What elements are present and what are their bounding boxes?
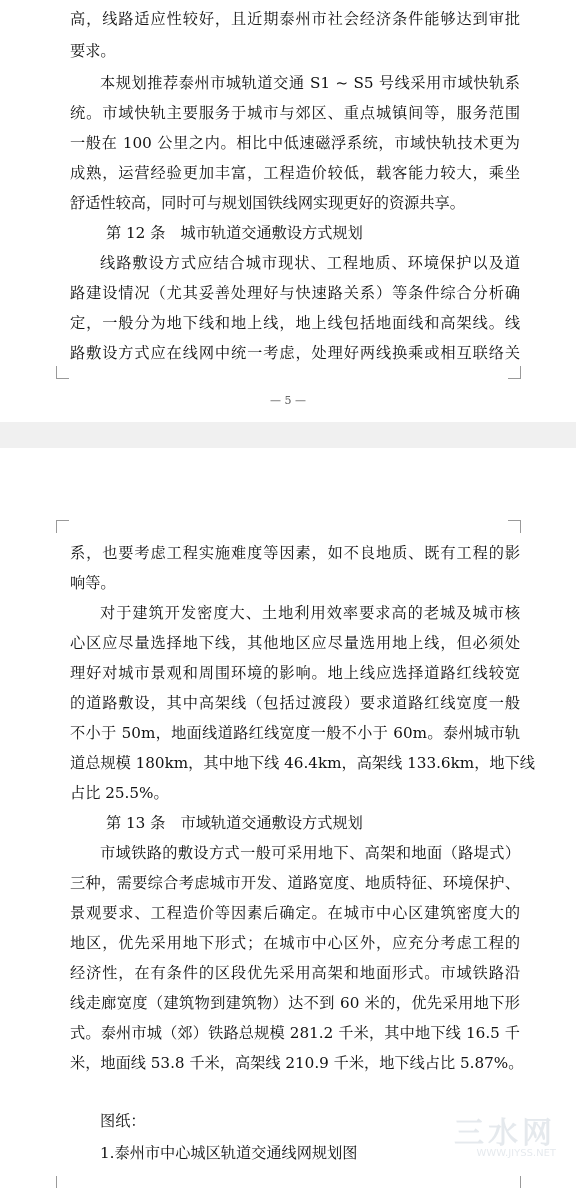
body-text-line: 定，一般分为地下线和地上线，地上线包括地面线和高架线。线 [70,314,520,332]
body-text-line: 占比 25.5%。 [70,784,169,802]
body-text-line: 舒适性较高，同时可与规划国铁线网实现更好的资源共享。 [70,194,465,212]
drawing-list-item: 1.泰州市中心城区轨道交通线网规划图 [100,1144,358,1162]
body-text-line: 三种，需要综合考虑城市开发、道路宽度、地质特征、环境保护、 [70,874,520,892]
page-corner-mark [56,366,69,379]
document-page-5 [0,0,576,422]
page-corner-mark [508,366,521,379]
body-text-line: 不小于 50m，地面线道路红线宽度一般不小于 60m。泰州城市轨 [70,724,520,742]
drawings-label: 图纸： [100,1112,146,1130]
body-text-line: 成熟，运营经验更加丰富，工程造价较低，载客能力较大，乘坐 [70,164,520,182]
page-corner-mark [508,520,521,533]
body-text-line: 响等。 [70,574,116,592]
page-corner-mark [508,1176,521,1188]
body-text-line: 地区，优先采用地下形式；在城市中心区外，应充分考虑工程的 [70,934,520,952]
body-text-line: 本规划推荐泰州市城轨道交通 S1 ~ S5 号线采用市域快轨系 [100,74,520,92]
section-heading: 第 12 条 城市轨道交通敷设方式规划 [106,224,363,242]
body-text-line: 式。泰州市城（郊）铁路总规模 281.2 千米，其中地下线 16.5 千 [70,1024,520,1042]
body-text-line: 一般在 100 公里之内。相比中低速磁浮系统，市域快轨技术更为 [70,134,520,152]
watermark-url: WWW.JIYSS.NET [476,1148,556,1159]
page-corner-mark [56,520,69,533]
watermark-logo [416,1108,556,1168]
page-corner-mark [56,1176,69,1188]
section-heading: 第 13 条 市域轨道交通敷设方式规划 [106,814,363,832]
body-text-line: 高，线路适应性较好，且近期泰州市社会经济条件能够达到审批 [70,10,520,28]
body-text-line: 经济性，在有条件的区段优先采用高架和地面形式。市域铁路沿 [70,964,520,982]
body-text-line: 统。市域快轨主要服务于城市与郊区、重点城镇间等，服务范围 [70,104,520,122]
body-text-line: 路建设情况（尤其妥善处理好与快速路关系）等条件综合分析确 [70,284,520,302]
body-text-line: 市域铁路的敷设方式一般可采用地下、高架和地面（路堤式） [100,844,520,862]
page-number: — 5 — [270,394,306,407]
body-text-line: 心区应尽量选择地下线，其他地区应尽量选用地上线，但必须处 [70,634,520,652]
body-text-line: 理好对城市景观和周围环境的影响。地上线应选择道路红线较宽 [70,664,520,682]
body-text-line: 对于建筑开发密度大、土地利用效率要求高的老城及城市核 [100,604,520,622]
body-text-line: 米，地面线 53.8 千米，高架线 210.9 千米，地下线占比 5.87%。 [70,1054,524,1072]
body-text-line: 道总规模 180km，其中地下线 46.4km，高架线 133.6km，地下线 [70,754,535,772]
body-text-line: 要求。 [70,42,116,60]
watermark-brand: 三水网 [454,1116,556,1151]
body-text-line: 景观要求、工程造价等因素后确定。在城市中心区建筑密度大的 [70,904,520,922]
body-text-line: 系，也要考虑工程实施难度等因素，如不良地质、既有工程的影 [70,544,520,562]
body-text-line: 路敷设方式应在线网中统一考虑，处理好两线换乘或相互联络关 [70,344,520,362]
body-text-line: 线路敷设方式应结合城市现状、工程地质、环境保护以及道 [100,254,520,272]
document-page-6 [0,448,576,1188]
body-text-line: 线走廊宽度（建筑物到建筑物）达不到 60 米的，优先采用地下形 [70,994,520,1012]
body-text-line: 的道路敷设，其中高架线（包括过渡段）要求道路红线宽度一般 [70,694,520,712]
